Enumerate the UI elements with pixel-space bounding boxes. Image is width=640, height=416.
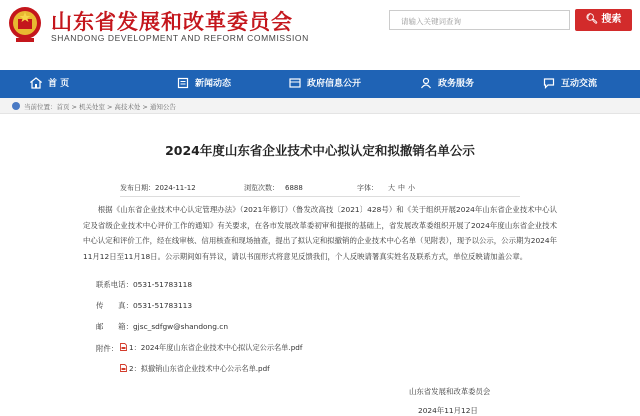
- service-icon: [420, 77, 432, 89]
- search-icon: 🔍︎: [585, 14, 599, 25]
- signature: 山东省发展和改革委员会: [409, 387, 491, 396]
- nav-item-info-disclosure[interactable]: [289, 70, 361, 98]
- nav-item-service[interactable]: [420, 70, 474, 98]
- search-input[interactable]: 请输入关键词查询: [389, 10, 570, 30]
- nav-item-interaction[interactable]: [543, 70, 597, 98]
- phone-value: 0531-51783118: [132, 280, 193, 289]
- view-count-label: 浏览次数：: [244, 184, 279, 192]
- contact-fax: [96, 300, 192, 311]
- attachment-link-2[interactable]: [120, 364, 270, 374]
- article-body: 根据《山东省企业技术中心认定管理办法》（2021年修订）（鲁发改高技〔2021〕428号）和《关于组织开展2024年山东省企业技术中心认定及省级企业技术中心评价工作的通知》有关要求，在各市发展改革委初审和提报的基础上，省发展改革委组织开展了2024年度山东省企业技术中心认定和评价工作，经在线审核、信用核查和现场抽查，提出了拟认定和拟撤销的企业技术中心名单（见附表），现予以公示，公示期为2024年11月12日至11月18日。公示期间如有异议，请以书面形式将意见反馈我们，个人反映请署真实姓名及联系方式，单位反映请加盖公章。: [83, 205, 557, 261]
- chat-icon: [543, 77, 555, 89]
- phone-label: 联系电话：: [96, 280, 133, 289]
- attachment-name: 2：拟撤销山东省企业技术中心公示名单.pdf: [129, 364, 270, 373]
- breadcrumb-link-home[interactable]: 首页: [56, 103, 70, 111]
- email-label: 邮 箱：: [96, 322, 133, 331]
- publish-date: [120, 183, 196, 193]
- nav-item-label: 政务服务: [438, 79, 475, 89]
- font-size-small[interactable]: 小: [408, 184, 415, 192]
- site-subtitle: SHANDONG DEVELOPMENT AND REFORM COMMISSION: [51, 33, 309, 43]
- breadcrumb: 当前位置：首页 > 机关处室 > 高技术处 > 通知公告: [0, 98, 640, 114]
- breadcrumb-link-departments[interactable]: 机关处室: [78, 103, 105, 111]
- pdf-icon: [120, 343, 127, 351]
- search-button[interactable]: [575, 9, 632, 31]
- font-size-large[interactable]: 大: [388, 184, 395, 192]
- contact-email: [96, 321, 228, 332]
- publish-date-label: 发布日期：: [120, 184, 155, 192]
- site-header: [0, 0, 640, 70]
- home-icon: [30, 77, 42, 89]
- divider: [120, 196, 520, 197]
- breadcrumb-prefix: 当前位置：: [24, 103, 57, 111]
- location-icon: [12, 102, 20, 110]
- main-nav: [0, 70, 640, 98]
- breadcrumb-link-notices[interactable]: 通知公告: [149, 103, 176, 111]
- pdf-icon: [120, 364, 127, 372]
- nav-item-label: 政府信息公开: [307, 79, 362, 89]
- breadcrumb-link-hightech[interactable]: 高技术处: [114, 103, 141, 111]
- attachments-label: 附件：: [96, 344, 119, 353]
- nav-item-home[interactable]: [30, 70, 69, 98]
- font-size-control: [357, 183, 415, 193]
- nav-item-news[interactable]: [177, 70, 231, 98]
- view-count: [244, 183, 303, 193]
- fax-label: 传 真：: [96, 301, 133, 310]
- contact-phone: [96, 279, 192, 290]
- nav-item-label: 新闻动态: [195, 79, 232, 89]
- article-title: 2024年度山东省企业技术中心拟认定和拟撤销名单公示: [165, 143, 475, 158]
- font-size-medium[interactable]: 中: [398, 184, 405, 192]
- sign-date: 2024年11月12日: [418, 406, 478, 415]
- attachment-link-1[interactable]: [120, 343, 302, 353]
- national-emblem-icon: [7, 5, 43, 43]
- publish-date-value: 2024-11-12: [155, 184, 196, 192]
- fax-value: 0531-51783113: [132, 301, 193, 310]
- font-size-label: 字体：: [357, 184, 378, 192]
- search-button-label: 搜索: [601, 14, 622, 25]
- email-value: gjsc_sdfgw@shandong.cn: [132, 322, 229, 331]
- info-disclosure-icon: [289, 77, 301, 89]
- attachment-name: 1：2024年度山东省企业技术中心拟认定公示名单.pdf: [129, 343, 303, 352]
- nav-item-label: 互动交流: [561, 79, 598, 89]
- view-count-value: 6888: [285, 184, 303, 192]
- site-title[interactable]: 山东省发展和改革委员会: [51, 10, 293, 34]
- news-icon: [177, 77, 189, 89]
- nav-item-label: 首 页: [48, 79, 70, 89]
